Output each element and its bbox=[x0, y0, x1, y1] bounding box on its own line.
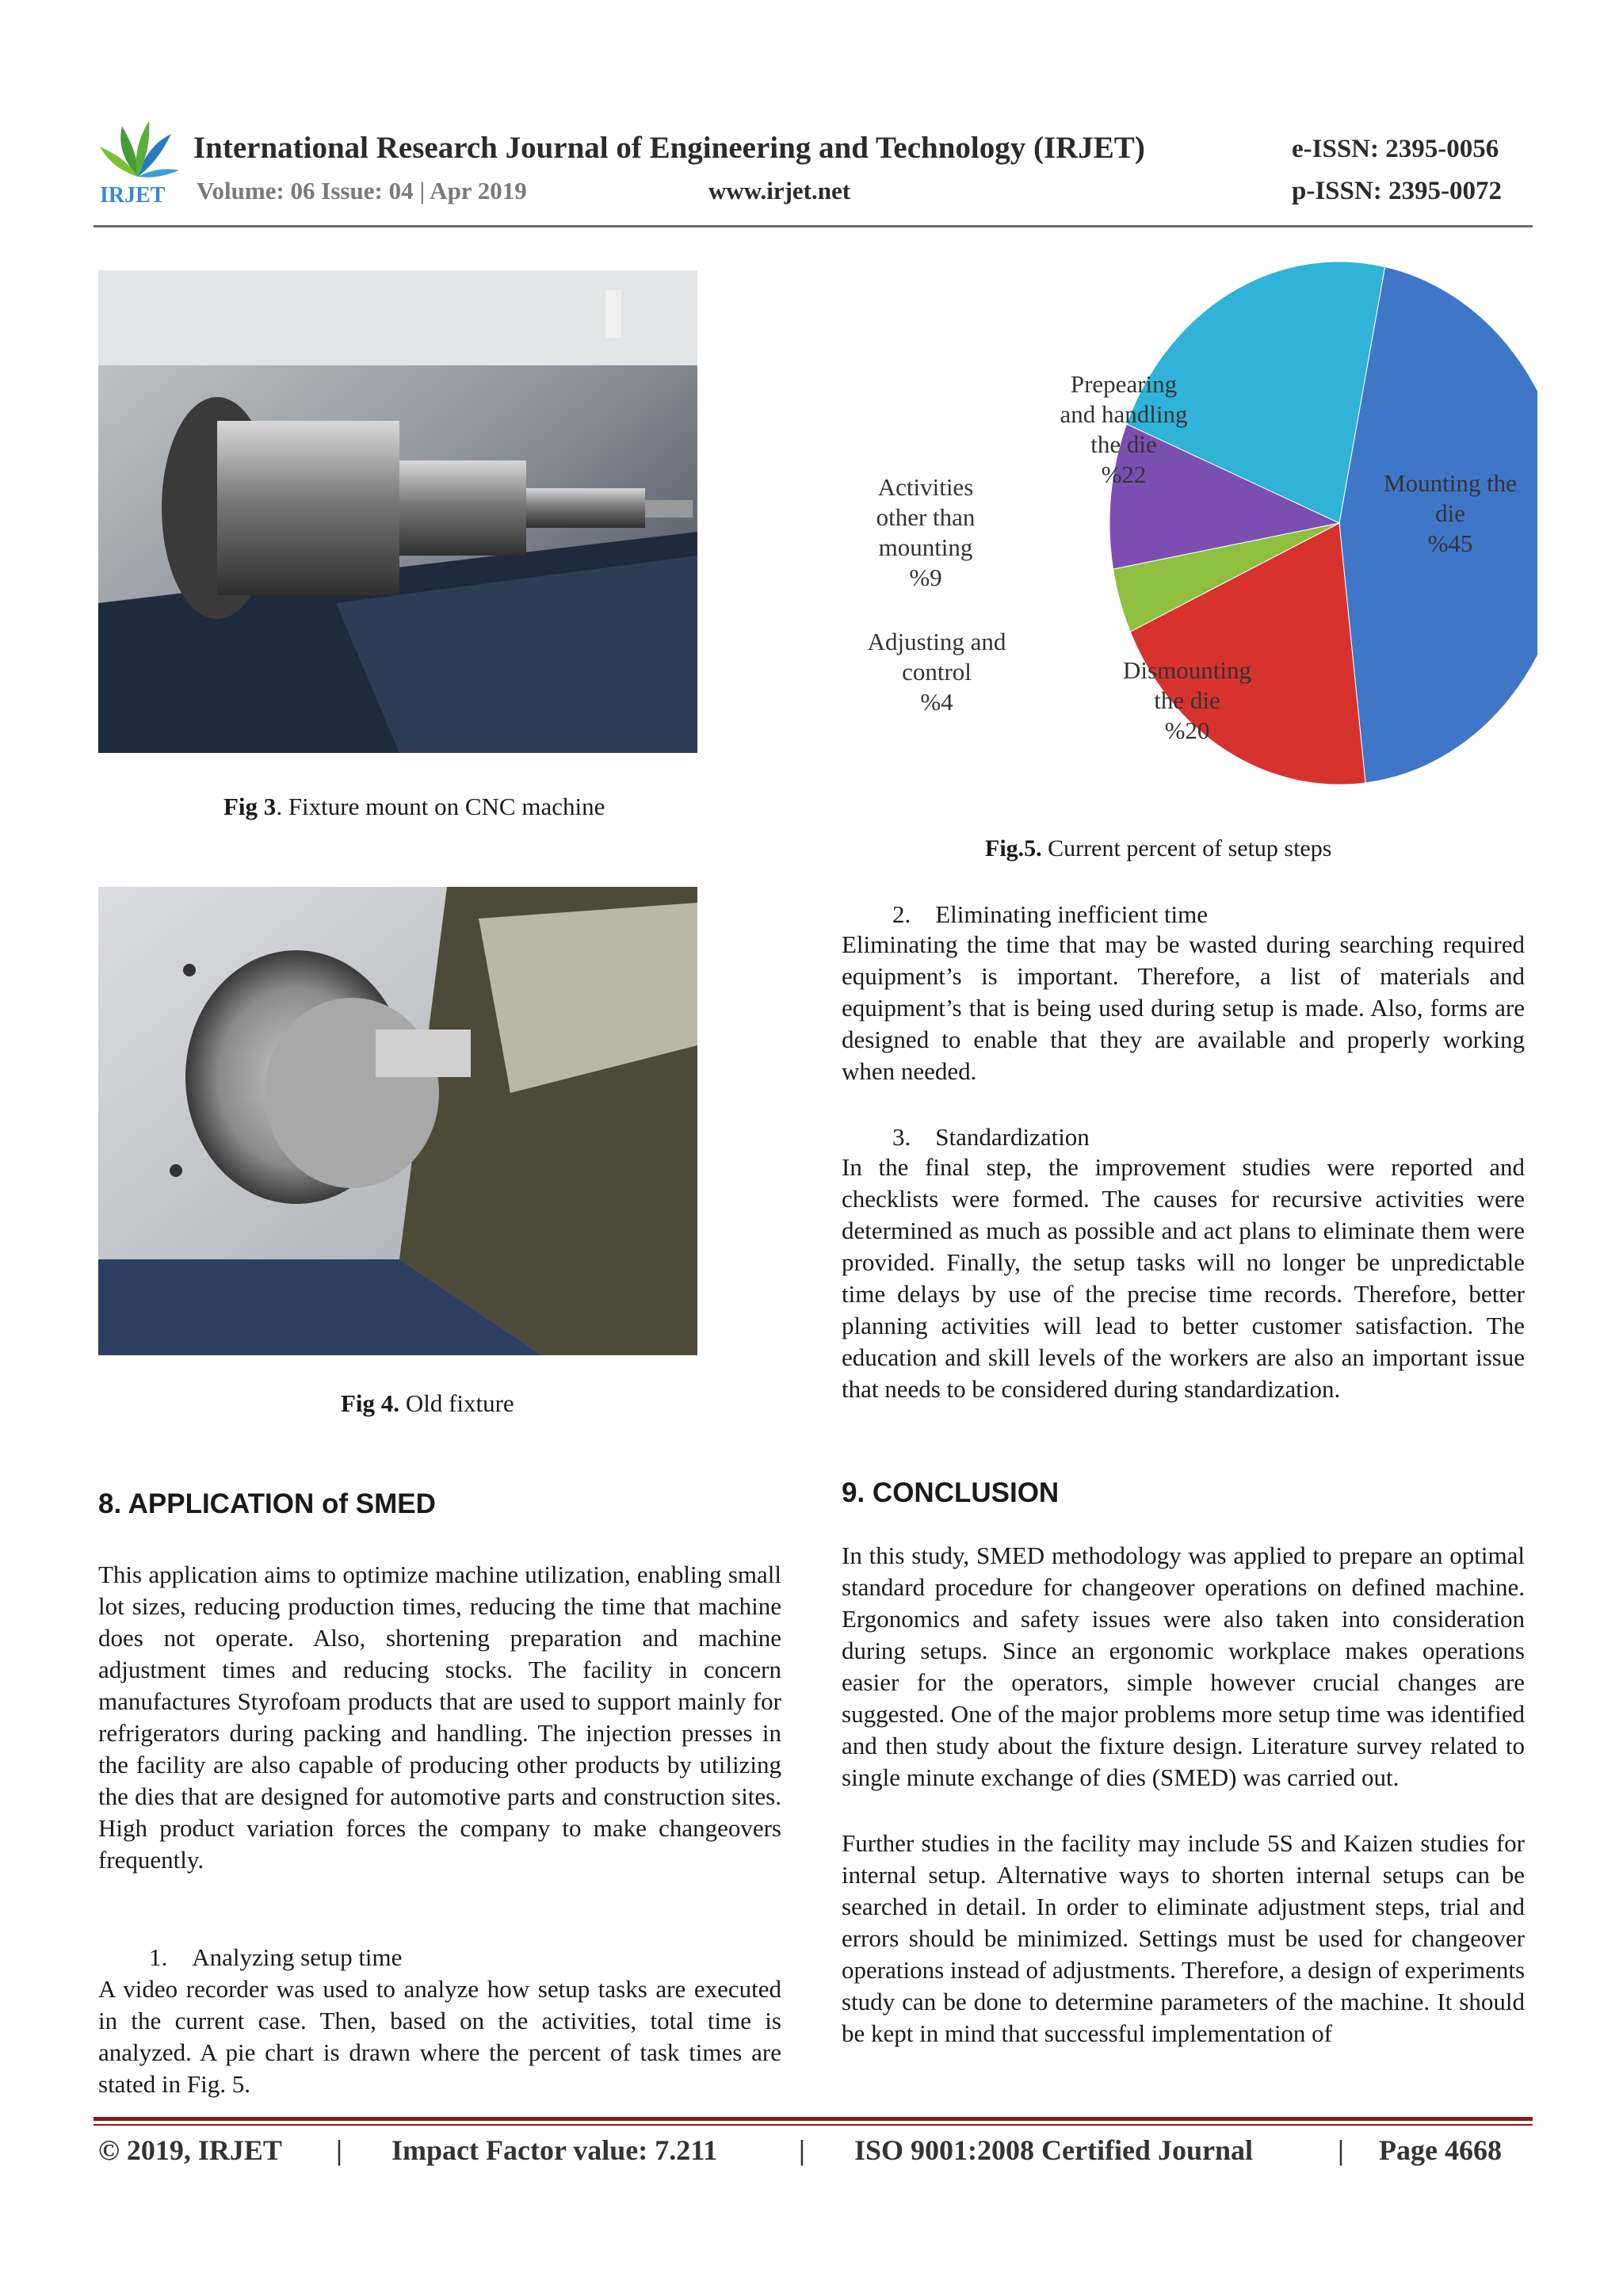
footer-iso: ISO 9001:2008 Certified Journal bbox=[854, 2134, 1253, 2166]
fig5-caption-text: Current percent of setup steps bbox=[1041, 835, 1332, 861]
list-item-standardization: 3. Standardization bbox=[892, 1123, 1090, 1151]
pie-label-mounting-the-die: Mounting the die %45 bbox=[1384, 469, 1517, 557]
analyzing-paragraph: A video recorder was used to analyze how setup tasks are executed in the current case. Then, based on the activities, total time is analyzed. A pie chart is drawn where the percent of task times are stated in Fig. 5. bbox=[98, 1975, 781, 2098]
pie-label-activities-other-than-mounting: Activities other than mounting %9 bbox=[876, 473, 976, 591]
pie-label-dismounting-the-die: Dismounting the die %20 bbox=[1123, 656, 1251, 744]
conclusion-heading: 9. CONCLUSION bbox=[842, 1477, 1060, 1508]
p-issn: p-ISSN: 2395-0072 bbox=[1292, 177, 1502, 205]
footer-separator: | bbox=[799, 2134, 805, 2166]
volume-issue: Volume: 06 Issue: 04 | Apr 2019 bbox=[197, 177, 527, 204]
fig3-photo bbox=[98, 270, 697, 753]
fig4-caption bbox=[341, 1389, 514, 1418]
pie-label-prepearing-and-handling-the-die: Prepearing and handling the die %22 bbox=[1060, 370, 1188, 488]
fig4-caption-text: Old fixture bbox=[399, 1389, 514, 1417]
footer-separator: | bbox=[1338, 2134, 1344, 2166]
conclusion-paragraph-1: In this study, SMED methodology was applied to prepare an optimal standard procedure for changeover operations on defined machine. Ergonomics and safety issues were also taken into consideration during setups. Since an ergonomic workplace makes operations easier for the operators, simple however crucial changes are suggested. One of the major problems more setup time was identified and then study about the fixture design. Literature survey related to single minute exchange of dies (SMED) was carried out. bbox=[842, 1541, 1525, 1791]
irjet-logo bbox=[94, 115, 182, 210]
journal-title: International Research Journal of Engineering and Technology (IRJET) bbox=[193, 131, 1145, 165]
smed-paragraph: This application aims to optimize machine utilization, enabling small lot sizes, reducing production times, reducing the time that machine does not operate. Also, shortening preparation and machine adjustment times and reducing stocks. The facility in concern manufactures Styrofoam products that are used to support mainly for refrigerators during packing and handling. The injection presses in the facility are also capable of producing other products by utilizing the dies that are designed for automotive parts and construction sites. High product variation forces the company to make changeovers frequently. bbox=[98, 1561, 781, 1874]
footer-copyright: © 2019, IRJET bbox=[98, 2134, 282, 2166]
conclusion-paragraph-2: Further studies in the facility may include 5S and Kaizen studies for internal setup. Alternative ways to shorten internal setups can be searched in detail. In order to eliminate adjustment steps, trial and errors should be minimized. Settings must be used for changeover operations instead of adjustments. Therefore, a design of experiments study can be done to determine parameters of the machine. It should be kept in mind that successful implementation of bbox=[842, 1829, 1526, 2047]
fig5-pie-chart bbox=[840, 262, 1537, 808]
fig4-photo bbox=[98, 887, 697, 1355]
fig5-label: Fig.5. bbox=[985, 835, 1042, 861]
logo-text: IRJET bbox=[100, 183, 166, 208]
fig3-caption bbox=[223, 793, 605, 821]
e-issn: e-ISSN: 2395-0056 bbox=[1292, 135, 1499, 163]
eliminating-paragraph: Eliminating the time that may be wasted during searching required equipment’s is important. Therefore, a list of materials and equipment’s that is being used during setup is made. Also, forms are designed to enable that they are available and properly working when needed. bbox=[842, 930, 1525, 1085]
header-divider bbox=[94, 225, 1533, 227]
footer-divider-thick bbox=[94, 2117, 1533, 2121]
fig3-caption-text: . Fixture mount on CNC machine bbox=[276, 793, 605, 820]
pie-label-adjusting-and-control: Adjusting and control %4 bbox=[867, 628, 1006, 716]
smed-section-heading: 8. APPLICATION of SMED bbox=[98, 1488, 436, 1519]
journal-website[interactable]: www.irjet.net bbox=[708, 177, 851, 204]
footer-page-number: Page 4668 bbox=[1379, 2134, 1502, 2166]
list-item-analyzing: 1. Analyzing setup time bbox=[149, 1943, 403, 1971]
footer-separator: | bbox=[336, 2134, 342, 2166]
standardization-paragraph: In the final step, the improvement studies were reported and checklists were formed. The causes for recursive activities were determined as much as possible and act plans to eliminate them were provided. Finally, the setup tasks will no longer be unpredictable time delays by use of the precise time records. Therefore, better planning activities will lead to better customer satisfaction. The education and skill levels of the workers are also an important issue that needs to be considered during standardization. bbox=[842, 1153, 1525, 1403]
fig5-caption bbox=[985, 835, 1331, 862]
footer-divider-thin bbox=[94, 2124, 1533, 2126]
footer-impact-factor: Impact Factor value: 7.211 bbox=[391, 2134, 718, 2166]
pie-chart-svg bbox=[840, 262, 1537, 808]
list-item-eliminating: 2. Eliminating inefficient time bbox=[892, 900, 1209, 928]
fig3-label: Fig 3 bbox=[223, 793, 277, 820]
fig4-label: Fig 4. bbox=[341, 1389, 400, 1417]
